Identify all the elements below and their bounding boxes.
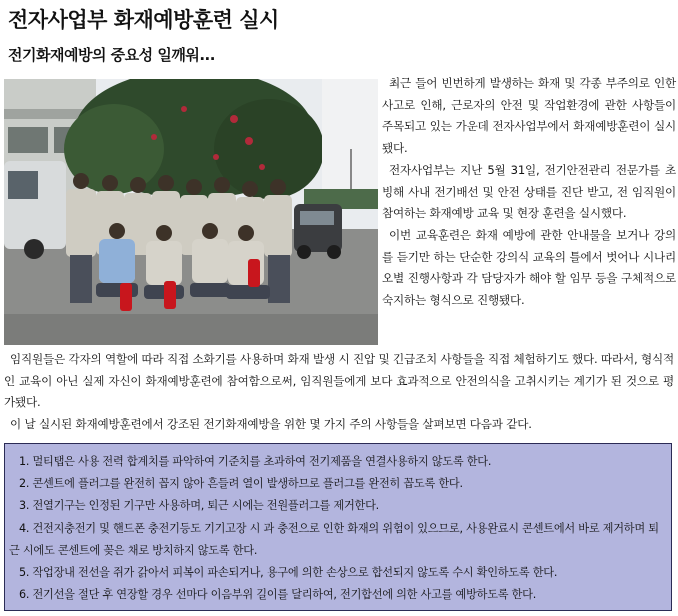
body-full-width — [4, 349, 674, 436]
paragraph-training-format: 이번 교육훈련은 화재 예방에 관한 안내물을 보거나 강의를 듣기만 하는 단순한 강의식 교육의 틀에서 벗어나 시나리오별 진행사항과 각 담당자가 해야 할 임무 등을 구체적으로 숙지하는 형식으로 진행됐다. — [382, 227, 676, 308]
safety-tip: 6. 전기선을 절단 후 연장할 경우 선마다 이음부위 길이를 달리하여, 전기합선에 의한 사고를 예방하도록 한다. — [19, 588, 537, 602]
safety-tip: 1. 멀티탭은 사용 전력 합계치를 파악하여 기준치를 초과하여 전기제품을 연결사용하지 않도록 한다. — [19, 455, 492, 468]
intro-column — [382, 73, 676, 312]
safety-tip: 2. 콘센트에 플러그를 완전히 꼽지 않아 흔들려 열이 발생하므로 플러그를 완전히 꼽도록 한다. — [19, 477, 463, 491]
article-title: 전자사업부 화재예방훈련 실시 — [8, 8, 279, 32]
safety-tips-box — [4, 443, 672, 611]
safety-tip: 5. 작업장내 전선을 쥐가 갉아서 피복이 파손되거나, 용구에 의한 손상으로 합선되지 않도록 수시 확인하도록 한다. — [19, 566, 558, 580]
safety-tips-list — [9, 451, 667, 606]
paragraph-participation: 임직원들은 각자의 역할에 따라 직접 소화기를 사용하며 화재 발생 시 진압 및 긴급조치 사항들을 직접 체험하기도 했다. 따라서, 형식적인 교육이 아닌 실제 자신이 화재예방훈련에 참여함으로써, 임직원들에게 보다 효과적으로 안전의식을 고취시키는 계기가 된 것으로 평가됐다. — [4, 352, 674, 410]
safety-tip: 4. 건전지충전기 및 핸드폰 충전기등도 기기고장 시 과 충전으로 인한 화재의 위험이 있으므로, 사용완료시 콘센트에서 바로 제거하며 퇴근 시에도 콘센트에 꽂은 채로 방치하지 않도록 한다. — [9, 521, 659, 557]
paragraph-tips-intro: 이 날 실시된 화재예방훈련에서 강조된 전기화재예방을 위한 몇 가지 주의 사항들을 살펴보면 다음과 같다. — [10, 417, 532, 432]
safety-tip: 3. 전열기구는 인정된 기구만 사용하며, 퇴근 시에는 전원플러그를 제거한다. — [19, 499, 379, 513]
paragraph-intro: 최근 들어 빈번하게 발생하는 화재 및 각종 부주의로 인한 사고로 인해, 근로자의 안전 및 작업환경에 관한 사항들이 주목되고 있는 가운데 전자사업부에서 화재예방훈련이 실시됐다. — [382, 76, 676, 156]
article-subtitle: 전기화재예방의 중요성 일깨워... — [8, 46, 215, 64]
group-photo — [4, 79, 378, 345]
paragraph-training-date: 전자사업부는 지난 5월 31일, 전기안전관리 전문가를 초빙해 사내 전기배선 및 안전 상태를 진단 받고, 전 임직원이 참여하는 화재예방 교육 및 현장 훈련을 실시했다. — [382, 162, 676, 221]
